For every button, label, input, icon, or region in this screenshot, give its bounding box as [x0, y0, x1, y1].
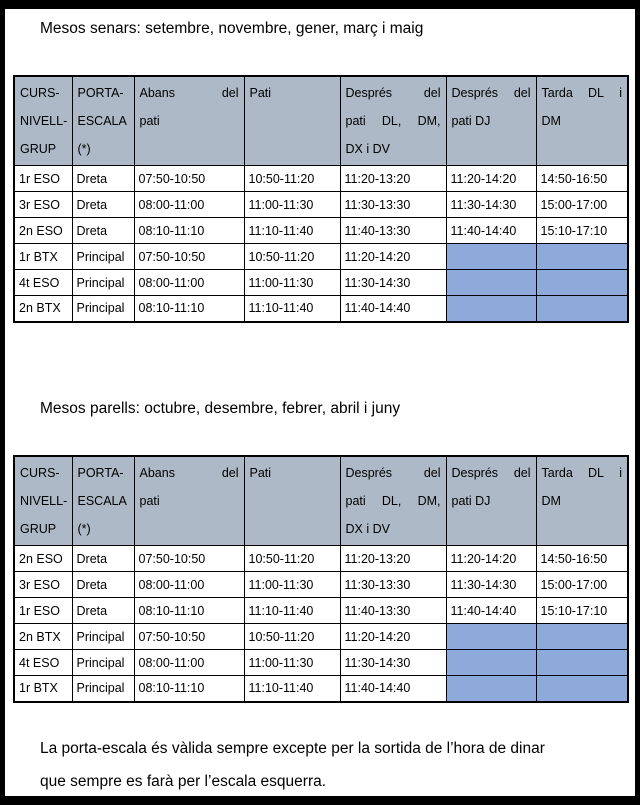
table-cell: Principal: [72, 244, 134, 270]
table-row: [14, 218, 628, 244]
table-cell: 11:20-13:20: [340, 166, 446, 192]
table-cell: 11:30-14:30: [340, 270, 446, 296]
table-cell: 11:20-14:20: [340, 244, 446, 270]
table-cell: 3r ESO: [14, 192, 72, 218]
table-cell: 14:50-16:50: [536, 546, 628, 572]
table-cell: Dreta: [72, 572, 134, 598]
table-cell: 1r BTX: [14, 676, 72, 702]
table-row: [14, 166, 628, 192]
header-cell-2: PORTA- ESCALA (*): [72, 76, 134, 166]
table-cell: 2n BTX: [14, 296, 72, 322]
table-cell: 07:50-10:50: [134, 546, 244, 572]
table-row: [14, 546, 628, 572]
header-cell-1: CURS- NIVELL- GRUP: [14, 76, 72, 166]
empty-highlight-cell: [446, 650, 536, 676]
header-cell-4: Pati: [244, 456, 340, 546]
table-row: [14, 192, 628, 218]
table-cell: 08:10-11:10: [134, 676, 244, 702]
empty-highlight-cell: [536, 676, 628, 702]
empty-highlight-cell: [536, 244, 628, 270]
table-cell: 1r BTX: [14, 244, 72, 270]
table-cell: 15:00-17:00: [536, 572, 628, 598]
table-cell: 2n ESO: [14, 218, 72, 244]
table-header-row: [14, 456, 628, 546]
table-cell: Principal: [72, 676, 134, 702]
table-cell: 11:00-11:30: [244, 650, 340, 676]
table-cell: 11:40-14:40: [446, 218, 536, 244]
header-cell-7: Tarda DL i DM: [536, 76, 628, 166]
header-cell-5: Després del pati DL, DM, DX i DV: [340, 76, 446, 166]
table-cell: 11:40-13:30: [340, 218, 446, 244]
table-cell: 11:20-14:20: [340, 624, 446, 650]
table-row: [14, 572, 628, 598]
table-cell: 08:00-11:00: [134, 192, 244, 218]
empty-highlight-cell: [446, 624, 536, 650]
section-title-mesos-parells: Mesos parells: octubre, desembre, febrer, abril i juny: [40, 400, 401, 417]
schedule-table-mesos-senars: [13, 75, 629, 323]
table-cell: Principal: [72, 296, 134, 322]
table-cell: 3r ESO: [14, 572, 72, 598]
table-row: [14, 650, 628, 676]
header-cell-5: Després del pati DL, DM, DX i DV: [340, 456, 446, 546]
empty-highlight-cell: [536, 650, 628, 676]
table-cell: 11:30-14:30: [446, 572, 536, 598]
table-cell: Dreta: [72, 598, 134, 624]
table-cell: 1r ESO: [14, 166, 72, 192]
table-cell: 10:50-11:20: [244, 546, 340, 572]
empty-highlight-cell: [446, 270, 536, 296]
table-cell: Principal: [72, 270, 134, 296]
table-cell: 4t ESO: [14, 270, 72, 296]
table-cell: 07:50-10:50: [134, 166, 244, 192]
table-cell: 11:00-11:30: [244, 192, 340, 218]
table-cell: 08:00-11:00: [134, 270, 244, 296]
table-cell: Dreta: [72, 218, 134, 244]
table-cell: 11:30-14:30: [446, 192, 536, 218]
schedule-table-mesos-parells: [13, 455, 629, 703]
table-cell: Principal: [72, 624, 134, 650]
table-cell: 11:20-13:20: [340, 546, 446, 572]
empty-highlight-cell: [446, 296, 536, 322]
table-cell: 08:10-11:10: [134, 218, 244, 244]
table-cell: 08:00-11:00: [134, 572, 244, 598]
table-cell: Principal: [72, 650, 134, 676]
table-cell: Dreta: [72, 546, 134, 572]
empty-highlight-cell: [536, 296, 628, 322]
section-title-mesos-senars: Mesos senars: setembre, novembre, gener, març i maig: [40, 20, 424, 37]
table-cell: 11:10-11:40: [244, 676, 340, 702]
table-cell: Dreta: [72, 192, 134, 218]
header-cell-2: PORTA- ESCALA (*): [72, 456, 134, 546]
footer-note: [40, 732, 545, 798]
table-cell: 11:20-14:20: [446, 546, 536, 572]
empty-highlight-cell: [536, 270, 628, 296]
table-cell: Dreta: [72, 166, 134, 192]
table-cell: 11:10-11:40: [244, 218, 340, 244]
table-row: [14, 270, 628, 296]
table-cell: 08:10-11:10: [134, 296, 244, 322]
table-cell: 14:50-16:50: [536, 166, 628, 192]
table-cell: 2n BTX: [14, 624, 72, 650]
table-header-row: [14, 76, 628, 166]
header-cell-7: Tarda DL i DM: [536, 456, 628, 546]
table-cell: 07:50-10:50: [134, 624, 244, 650]
table-cell: 11:00-11:30: [244, 572, 340, 598]
table-cell: 10:50-11:20: [244, 166, 340, 192]
header-cell-1: CURS- NIVELL- GRUP: [14, 456, 72, 546]
table-cell: 4t ESO: [14, 650, 72, 676]
table-cell: 11:40-13:30: [340, 598, 446, 624]
table-cell: 08:00-11:00: [134, 650, 244, 676]
table-cell: 11:00-11:30: [244, 270, 340, 296]
header-cell-3: Abans del pati: [134, 76, 244, 166]
footer-note-line-2: que sempre es farà per l’escala esquerra.: [40, 773, 327, 790]
table-cell: 10:50-11:20: [244, 624, 340, 650]
table-cell: 15:00-17:00: [536, 192, 628, 218]
empty-highlight-cell: [536, 624, 628, 650]
table-row: [14, 676, 628, 702]
table-row: [14, 598, 628, 624]
header-cell-3: Abans del pati: [134, 456, 244, 546]
table-cell: 2n ESO: [14, 546, 72, 572]
table-cell: 11:30-13:30: [340, 572, 446, 598]
empty-highlight-cell: [446, 244, 536, 270]
table-cell: 10:50-11:20: [244, 244, 340, 270]
empty-highlight-cell: [446, 676, 536, 702]
table-cell: 11:10-11:40: [244, 598, 340, 624]
table-row: [14, 244, 628, 270]
footer-note-line-1: La porta-escala és vàlida sempre excepte per la sortida de l’hora de dinar: [40, 740, 545, 757]
table-cell: 11:30-14:30: [340, 650, 446, 676]
table-cell: 11:30-13:30: [340, 192, 446, 218]
table-row: [14, 296, 628, 322]
table-cell: 11:40-14:40: [446, 598, 536, 624]
header-cell-4: Pati: [244, 76, 340, 166]
table-cell: 11:40-14:40: [340, 296, 446, 322]
table-row: [14, 624, 628, 650]
table-cell: 11:20-14:20: [446, 166, 536, 192]
table-cell: 07:50-10:50: [134, 244, 244, 270]
table-cell: 08:10-11:10: [134, 598, 244, 624]
table-cell: 11:10-11:40: [244, 296, 340, 322]
table-cell: 11:40-14:40: [340, 676, 446, 702]
table-cell: 15:10-17:10: [536, 598, 628, 624]
table-cell: 15:10-17:10: [536, 218, 628, 244]
table-cell: 1r ESO: [14, 598, 72, 624]
header-cell-6: Després del pati DJ: [446, 76, 536, 166]
header-cell-6: Després del pati DJ: [446, 456, 536, 546]
